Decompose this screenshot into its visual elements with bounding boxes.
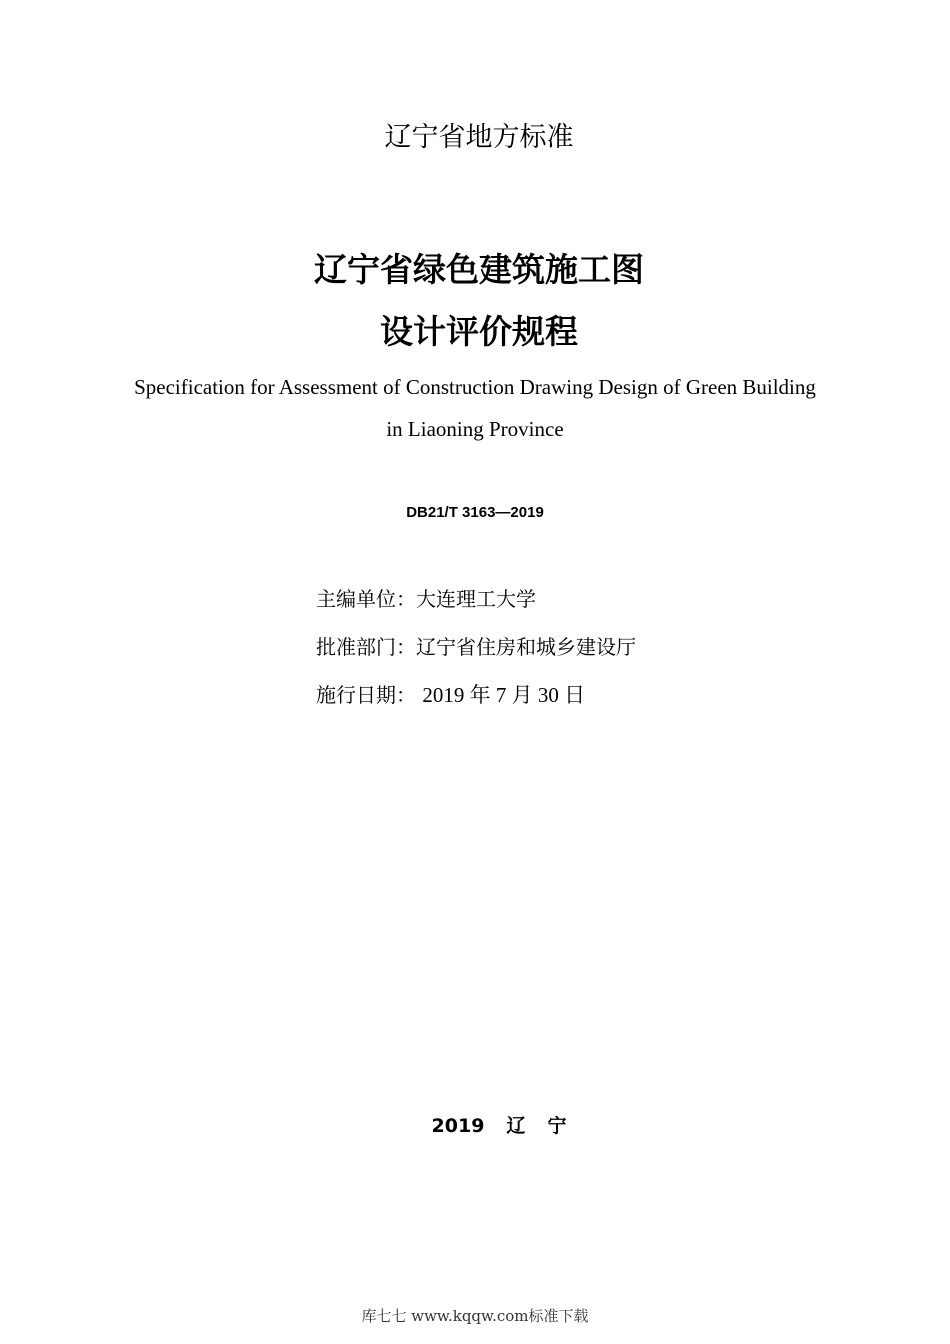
- standard-number: DB21/T 3163—2019: [406, 504, 544, 521]
- editor-label: 主编单位：: [316, 587, 416, 611]
- watermark-text: 库七七 www.kqqw.com标准下载: [361, 1307, 589, 1325]
- title-english-line-1: Specification for Assessment of Construction Drawing Design of Green Building: [134, 375, 816, 399]
- footer-year: 2019: [431, 1115, 485, 1137]
- editor-row: [316, 585, 536, 613]
- footer-province-char-1: 辽: [506, 1115, 526, 1137]
- title-english-line-2: in Liaoning Province: [386, 417, 564, 441]
- approver-label: 批准部门：: [316, 635, 416, 659]
- footer-year-province: [24, 1112, 950, 1140]
- approver-value: 辽宁省住房和城乡建设厅: [416, 635, 636, 659]
- effective-date-row: [316, 681, 585, 709]
- title-chinese-line-1: 辽宁省绿色建筑施工图: [314, 250, 644, 289]
- effective-date-value: 2019 年 7 月 30 日: [422, 683, 586, 707]
- editor-value: 大连理工大学: [416, 587, 536, 611]
- footer-province-char-2: 宁: [547, 1115, 567, 1137]
- effective-date-label: 施行日期：: [316, 683, 416, 707]
- approver-row: [316, 633, 636, 661]
- standard-type-heading: 辽宁省地方标准: [384, 122, 574, 153]
- title-chinese-line-2: 设计评价规程: [380, 312, 578, 351]
